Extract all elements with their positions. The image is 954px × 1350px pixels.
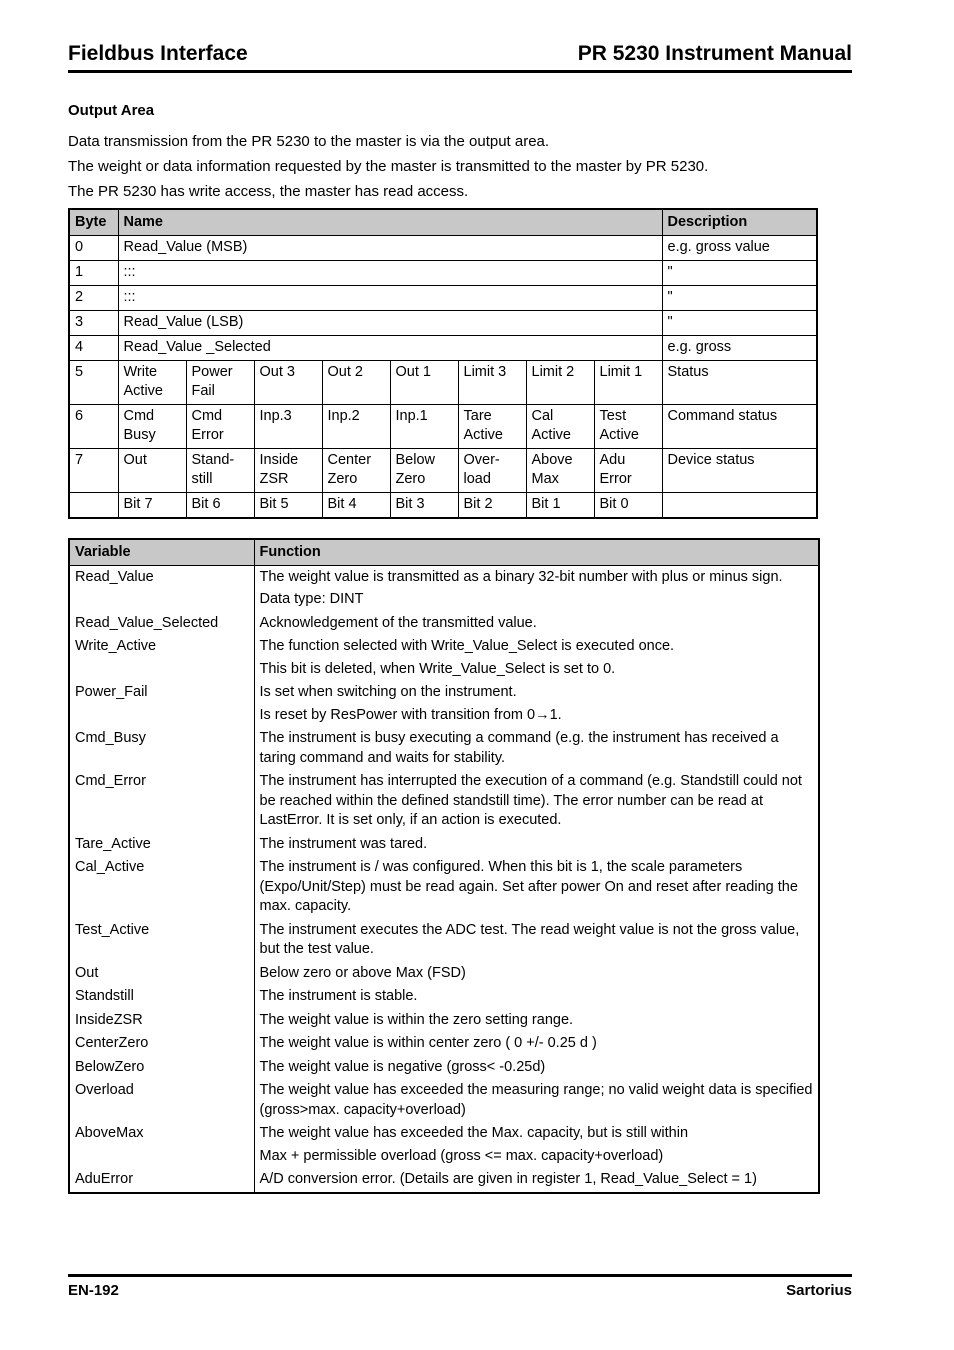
table-row [69, 985, 819, 1009]
variable-cell: Overload [69, 1079, 254, 1122]
function-line: The weight value is within the zero setting range. [259, 1011, 574, 1028]
function-line: The instrument is / was configured. When this bit is 1, the scale parameters (Expo/Unit/Step) must be read again. Set after power On and reset after reading the max. capacity. [259, 859, 798, 914]
function-line: Is set when switching on the instrument. [259, 684, 517, 700]
table-row [69, 310, 817, 335]
bit-cell: Out [118, 448, 186, 492]
table-row [69, 962, 819, 986]
bit-cell: Limit 2 [526, 360, 594, 404]
bit-cell: Out 1 [390, 360, 458, 404]
byte-table [68, 208, 818, 519]
table-row [69, 565, 819, 612]
bit-cell: Out 2 [322, 360, 390, 404]
section-title: Output Area [68, 102, 155, 119]
variable-cell: AduError [69, 1168, 254, 1193]
bit-cell: Write Active [118, 360, 186, 404]
table-row [69, 856, 819, 919]
variable-cell: Cmd_Error [69, 770, 254, 833]
table-row [69, 260, 817, 285]
function-line: Data type: DINT [259, 591, 364, 607]
function-line: A/D conversion error. (Details are given in register 1, Read_Value_Select = 1) [259, 1171, 757, 1187]
bit-cell: Limit 1 [594, 360, 662, 404]
bit-cell: Cmd Error [186, 404, 254, 448]
table-row [69, 448, 817, 492]
byte-cell: 4 [69, 335, 118, 360]
function-cell [254, 1032, 819, 1056]
function-cell [254, 635, 819, 681]
bit-cell: Inp.2 [322, 404, 390, 448]
function-cell [254, 727, 819, 770]
page-number: EN-192 [68, 1282, 119, 1299]
function-cell [254, 1056, 819, 1080]
bit-cell: Cmd Busy [118, 404, 186, 448]
function-line: Max + permissible overload (gross <= max. capacity+overload) [259, 1147, 664, 1164]
description-cell [662, 492, 817, 518]
table-row [69, 404, 817, 448]
byte-cell: 0 [69, 235, 118, 260]
table-row [69, 492, 817, 518]
name-cell: ::: [118, 260, 662, 285]
paragraph: The weight or data information requested by the master is transmitted to the master by PR 5230. [68, 158, 709, 175]
table-row [69, 770, 819, 833]
name-cell: ::: [118, 285, 662, 310]
bit-label-cell: Bit 6 [186, 492, 254, 518]
description-cell: e.g. gross [662, 335, 817, 360]
paragraph: The PR 5230 has write access, the master has read access. [68, 183, 469, 200]
bit-label-cell: Bit 2 [458, 492, 526, 518]
function-line: This bit is deleted, when Write_Value_Select is set to 0. [259, 660, 616, 677]
variable-cell: Power_Fail [69, 681, 254, 727]
function-line: The instrument has interrupted the execution of a command (e.g. Standstill could not be reached within the defined standstill time). The error number can be read at LastError. It is set only, if an action is executed. [259, 773, 802, 828]
footer-brand: Sartorius [786, 1282, 852, 1299]
name-cell: Read_Value (MSB) [118, 235, 662, 260]
table-row [69, 635, 819, 681]
name-cell: Read_Value (LSB) [118, 310, 662, 335]
function-cell [254, 1079, 819, 1122]
byte-cell: 1 [69, 260, 118, 285]
bit-label-cell: Bit 4 [322, 492, 390, 518]
function-cell [254, 681, 819, 727]
variable-cell: BelowZero [69, 1056, 254, 1080]
variable-cell: Write_Active [69, 635, 254, 681]
function-line: Acknowledgement of the transmitted value. [259, 614, 537, 631]
col-header-function: Function [254, 539, 819, 565]
table-row [69, 235, 817, 260]
header-manual-title: PR 5230 Instrument Manual [577, 42, 852, 65]
variable-cell: Out [69, 962, 254, 986]
variable-cell: Test_Active [69, 919, 254, 962]
page-header [68, 40, 852, 73]
function-line: Is reset by ResPower with transition from 0→1. [259, 706, 562, 723]
bit-cell: Cal Active [526, 404, 594, 448]
function-line: The instrument was tared. [259, 835, 428, 852]
function-cell [254, 856, 819, 919]
table-row [69, 335, 817, 360]
bit-label-cell: Bit 1 [526, 492, 594, 518]
variable-cell: Cal_Active [69, 856, 254, 919]
table-row [69, 833, 819, 857]
variable-cell: Read_Value_Selected [69, 612, 254, 636]
function-line: The instrument is busy executing a command (e.g. the instrument has received a taring command and waits for stability. [259, 730, 779, 766]
function-line: The weight value has exceeded the Max. capacity, but is still within [259, 1125, 689, 1141]
byte-table-header [69, 209, 817, 235]
bit-cell: Stand-still [186, 448, 254, 492]
description-cell: e.g. gross value [662, 235, 817, 260]
function-line: The instrument executes the ADC test. The read weight value is not the gross value, but the test value. [259, 921, 800, 957]
bit-cell: Tare Active [458, 404, 526, 448]
table-row [69, 1079, 819, 1122]
byte-cell: 3 [69, 310, 118, 335]
bit-cell: Power Fail [186, 360, 254, 404]
table-row [69, 1009, 819, 1033]
variable-cell: Standstill [69, 985, 254, 1009]
function-line: The instrument is stable. [259, 988, 418, 1004]
bit-cell: Above Max [526, 448, 594, 492]
variable-cell: InsideZSR [69, 1009, 254, 1033]
bit-cell: Test Active [594, 404, 662, 448]
col-header-name: Name [118, 209, 662, 235]
col-header-byte: Byte [69, 209, 118, 235]
function-cell [254, 833, 819, 857]
variable-cell: Tare_Active [69, 833, 254, 857]
function-cell [254, 1009, 819, 1033]
table-row [69, 360, 817, 404]
bit-label-cell: Bit 5 [254, 492, 322, 518]
function-cell [254, 1122, 819, 1168]
function-cell [254, 919, 819, 962]
function-line: The weight value has exceeded the measuring range; no valid weight data is specified (gross>max. capacity+overload) [259, 1082, 813, 1118]
function-line: The function selected with Write_Value_Select is executed once. [259, 638, 675, 654]
bit-cell: Limit 3 [458, 360, 526, 404]
byte-cell: 2 [69, 285, 118, 310]
variable-table [68, 538, 820, 1194]
table-row [69, 1032, 819, 1056]
description-cell: Status [662, 360, 817, 404]
variable-table-header [69, 539, 819, 565]
table-row [69, 727, 819, 770]
bit-label-cell: Bit 3 [390, 492, 458, 518]
byte-cell: 6 [69, 404, 118, 448]
byte-cell: 5 [69, 360, 118, 404]
paragraph: Data transmission from the PR 5230 to the master is via the output area. [68, 133, 550, 150]
bit-cell: Adu Error [594, 448, 662, 492]
table-row [69, 1168, 819, 1193]
table-row [69, 1056, 819, 1080]
col-header-variable: Variable [69, 539, 254, 565]
col-header-description: Description [662, 209, 817, 235]
byte-cell [69, 492, 118, 518]
description-cell: Device status [662, 448, 817, 492]
function-cell [254, 1168, 819, 1193]
variable-cell: Read_Value [69, 565, 254, 612]
page-footer [68, 1274, 852, 1301]
bit-cell: Out 3 [254, 360, 322, 404]
variable-cell: Cmd_Busy [69, 727, 254, 770]
function-cell [254, 985, 819, 1009]
function-line: The weight value is negative (gross< -0.25d) [259, 1058, 546, 1075]
table-row [69, 285, 817, 310]
description-cell: " [662, 260, 817, 285]
bit-cell: Over-load [458, 448, 526, 492]
bit-label-cell: Bit 0 [594, 492, 662, 518]
function-cell [254, 770, 819, 833]
variable-cell: AboveMax [69, 1122, 254, 1168]
function-cell [254, 962, 819, 986]
bit-label-cell: Bit 7 [118, 492, 186, 518]
table-row [69, 1122, 819, 1168]
function-line: The weight value is transmitted as a binary 32-bit number with plus or minus sign. [259, 568, 783, 585]
header-section-title: Fieldbus Interface [68, 42, 248, 65]
bit-cell: Inp.3 [254, 404, 322, 448]
bit-cell: Center Zero [322, 448, 390, 492]
name-cell: Read_Value _Selected [118, 335, 662, 360]
description-cell: " [662, 285, 817, 310]
byte-cell: 7 [69, 448, 118, 492]
bit-cell: Below Zero [390, 448, 458, 492]
variable-cell: CenterZero [69, 1032, 254, 1056]
function-line: The weight value is within center zero ( 0 +/- 0.25 d ) [259, 1035, 597, 1051]
bit-cell: Inp.1 [390, 404, 458, 448]
description-cell: " [662, 310, 817, 335]
table-row [69, 681, 819, 727]
bit-cell: Inside ZSR [254, 448, 322, 492]
table-row [69, 612, 819, 636]
description-cell: Command status [662, 404, 817, 448]
function-line: Below zero or above Max (FSD) [259, 964, 466, 981]
table-row [69, 919, 819, 962]
function-cell [254, 612, 819, 636]
function-cell [254, 565, 819, 612]
